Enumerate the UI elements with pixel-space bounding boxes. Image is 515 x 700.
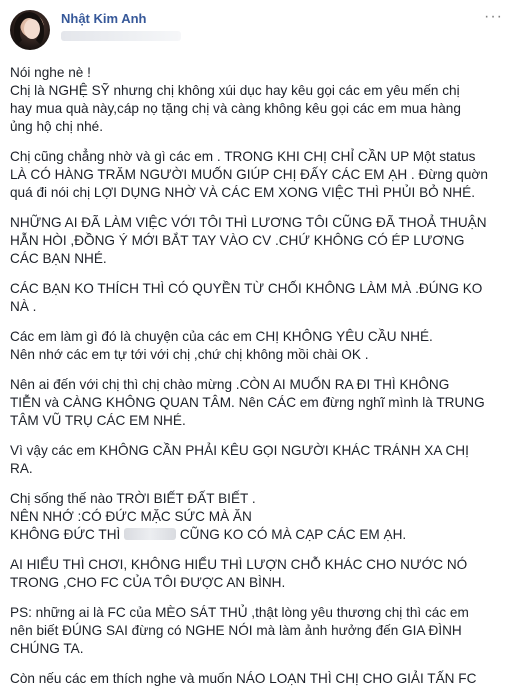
post-line: AI HIỂU THÌ CHƠI, KHÔNG HIỂU THÌ LƯỢN CHỖ KHÁC CHO NƯỚC NÓ	[10, 557, 468, 572]
post-line: nên biết ĐÚNG SAI đừng có NGHE NÓI mà làm ảnh hưởng đến GIA ĐÌNH	[10, 623, 462, 638]
post-line: CHÚNG TA.	[10, 641, 84, 656]
post-line: Còn nếu các em thích nghe và muốn NÁO LOẠN THÌ CHỊ CHO GIẢI TẤN FC	[10, 671, 477, 686]
redacted-word	[124, 528, 176, 540]
post-line: TRONG ,CHO FC CỦA TÔI ĐƯỢC AN BÌNH.	[10, 575, 286, 590]
post-paragraph	[10, 442, 505, 478]
post-paragraph	[10, 670, 505, 688]
post-paragraph	[10, 148, 505, 202]
post-line: quá đi nói chị LỢI DỤNG NHỜ VÀ CÁC EM XONG VIỆC THÌ PHỦI BỎ NHÉ.	[10, 185, 475, 200]
post-line: NHỮNG AI ĐÃ LÀM VIỆC VỚI TÔI THÌ LƯƠNG TÔI CŨNG ĐÃ THOẢ THUẬN	[10, 215, 487, 230]
post-line: Nên ai đến với chị thì chị chào mừng .CÒN AI MUỐN RA ĐI THÌ KHÔNG	[10, 377, 450, 392]
post-paragraph	[10, 328, 505, 364]
post-line-part: KHÔNG ĐỨC THÌ	[10, 527, 125, 542]
post-line: Chị sống thế nào TRỜI BIẾT ĐẤT BIẾT .	[10, 491, 256, 506]
post-line: Chị cũng chẳng nhờ và gì các em . TRONG KHI CHỊ CHỈ CẦN UP Một status	[10, 149, 476, 164]
post-paragraph	[10, 214, 505, 268]
post-line: Vì vậy các em KHÔNG CẦN PHẢI KÊU GỌI NGƯỜI KHÁC TRÁNH XA CHỊ	[10, 443, 469, 458]
post-body	[10, 64, 505, 700]
post-line: Chị là NGHỆ SỸ nhưng chị không xúi dục hay kêu gọi các em yêu mến chị	[10, 83, 460, 98]
post-line: RA.	[10, 461, 33, 476]
post-line: TIỄN và CÀNG KHÔNG QUAN TÂM. Nên CÁC em đừng nghĩ mình là TRUNG	[10, 395, 485, 410]
post-paragraph	[10, 604, 505, 658]
post-line: ủng hộ chị nhé.	[10, 119, 103, 134]
post-line: Nên nhớ các em tự tới với chị ,chứ chị không mồi chài OK .	[10, 347, 369, 362]
post-header	[10, 8, 505, 52]
post-paragraph	[10, 280, 505, 316]
post-line: hay mua quà này,cáp nọ tặng chị và càng không kêu gọi các em mua hàng	[10, 101, 461, 116]
post-line: NÀ .	[10, 299, 37, 314]
post-line: LÀ CÓ HÀNG TRĂM NGƯỜI MUỐN GIÚP CHỊ ĐẤY CÁC EM ẠH . Đừng quờn	[10, 167, 488, 182]
post-paragraph	[10, 490, 505, 544]
post-line: NÊN NHỚ :CÓ ĐỨC MẶC SỨC MÀ ĂN	[10, 509, 252, 524]
post-line: HẪN HÒI ,ĐỒNG Ý MỚI BẮT TAY VÀO CV .CHỨ KHÔNG CÓ ÉP LƯƠNG	[10, 233, 465, 248]
post-line: Các em làm gì đó là chuyện của các em CHỊ KHÔNG YÊU CẦU NHÉ.	[10, 329, 433, 344]
post-paragraph	[10, 64, 505, 136]
post-timestamp-redacted	[61, 31, 181, 41]
post-line: CÁC BẠN NHÉ.	[10, 251, 107, 266]
avatar-face	[24, 19, 40, 39]
post-line-part: CŨNG KO CÓ MÀ CẠP CÁC EM ẠH.	[176, 527, 407, 542]
post-line: CÁC BẠN KO THÍCH THÌ CÓ QUYỀN TỪ CHỐI KHÔNG LÀM MÀ .ĐÚNG KO	[10, 281, 483, 296]
post-line: TÂM VŨ TRỤ CÁC EM NHÉ.	[10, 413, 186, 428]
post-paragraph	[10, 556, 505, 592]
post-line: PS: những ai là FC của MÈO SÁT THỦ ,thật lòng yêu thương chị thì các em	[10, 605, 469, 620]
post-line-with-redaction	[10, 526, 505, 544]
ellipsis-icon[interactable]: ···	[484, 8, 503, 25]
author-avatar[interactable]	[10, 10, 50, 50]
post-line: Nói nghe nè !	[10, 65, 91, 80]
author-name[interactable]: Nhật Kim Anh	[61, 11, 147, 26]
post-paragraph	[10, 376, 505, 430]
